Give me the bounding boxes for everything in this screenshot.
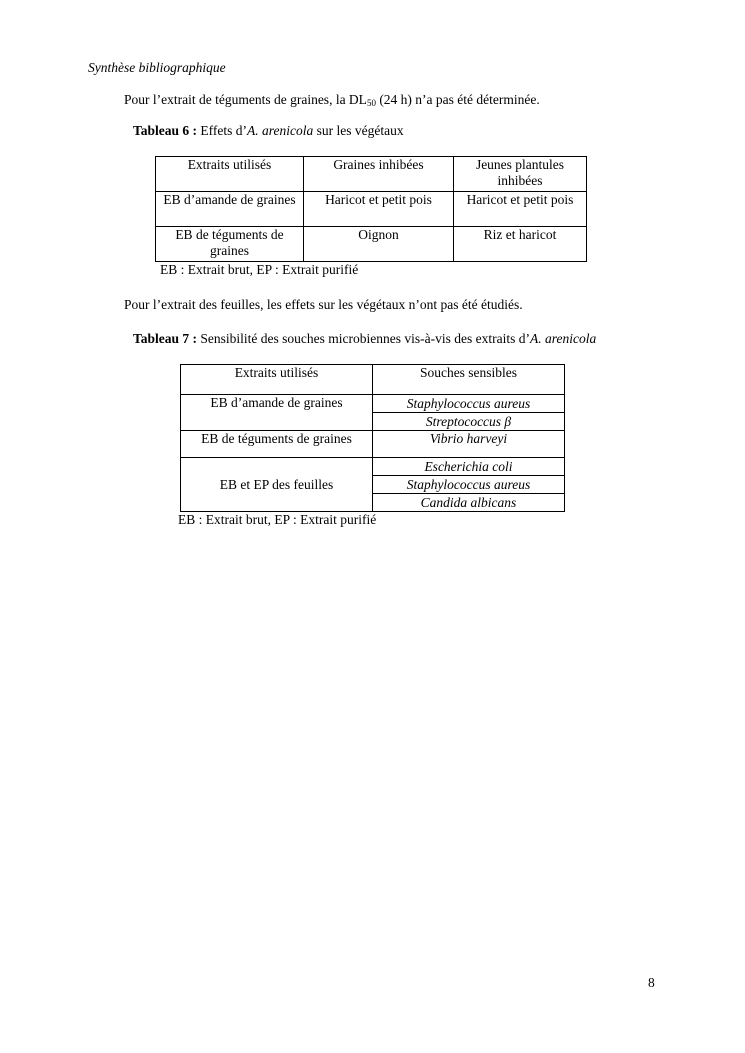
table7-extract-cell: EB et EP des feuilles [181, 458, 373, 512]
table7-extract-cell: EB d’amande de graines [181, 395, 373, 431]
table6-cell: EB d’amande de graines [156, 192, 304, 227]
table7-header-cell: Souches sensibles [373, 365, 565, 395]
table6-cell: Haricot et petit pois [304, 192, 454, 227]
paragraph-leaves: Pour l’extrait des feuilles, les effets sur les végétaux n’ont pas été étudiés. [124, 297, 523, 312]
table7-row [181, 458, 565, 476]
table6-header-cell: Extraits utilisés [156, 157, 304, 192]
table6-row [156, 192, 587, 227]
table6-caption-species: A. arenicola [247, 123, 314, 138]
table7 [180, 364, 565, 512]
table6-caption-post: sur les végétaux [313, 123, 404, 138]
table6-header-cell: Jeunes plantules inhibées [454, 157, 587, 192]
table7-caption-species: A. arenicola [529, 331, 597, 346]
table7-row [181, 431, 565, 458]
paragraph-ld50-after: (24 h) n’a pas été déterminée. [375, 92, 540, 107]
table6-cell: Oignon [304, 227, 454, 262]
table7-caption-pre: Sensibilité des souches microbiennes vis-à-vis des extraits d’ [197, 331, 530, 346]
ld50-subscript: 50 [366, 98, 376, 108]
table7-caption-label: Tableau 7 : [133, 331, 198, 346]
table7-strain-cell: Staphylococcus aureus [373, 395, 565, 413]
table7-strain-cell: Streptococcus β [373, 413, 565, 431]
table6-caption-pre: Effets d’ [197, 123, 248, 138]
table6-note: EB : Extrait brut, EP : Extrait purifié [160, 262, 359, 277]
table7-header-cell: Extraits utilisés [181, 365, 373, 395]
table7-strain-cell: Candida albicans [373, 494, 565, 512]
table6 [155, 156, 587, 262]
table7-extract-cell: EB de téguments de graines [181, 431, 373, 458]
table6-header-row [156, 157, 587, 192]
table7-strain-cell: Staphylococcus aureus [373, 476, 565, 494]
table6-row [156, 227, 587, 262]
page-number: 8 [648, 975, 655, 990]
table6-caption [133, 123, 404, 139]
table6-cell: Riz et haricot [454, 227, 587, 262]
table7-note: EB : Extrait brut, EP : Extrait purifié [178, 512, 377, 527]
table7-caption [133, 331, 596, 347]
table7-row [181, 395, 565, 413]
table6-caption-label: Tableau 6 : [133, 123, 198, 138]
table6-cell: EB de téguments de graines [156, 227, 304, 262]
table7-header-row [181, 365, 565, 395]
running-header: Synthèse bibliographique [88, 60, 226, 75]
paragraph-ld50-before: Pour l’extrait de téguments de graines, la DL [124, 92, 367, 107]
table6-cell: Haricot et petit pois [454, 192, 587, 227]
paragraph-ld50 [124, 92, 540, 108]
table7-strain-cell: Vibrio harveyi [373, 431, 565, 458]
table6-header-cell: Graines inhibées [304, 157, 454, 192]
table7-strain-cell: Escherichia coli [373, 458, 565, 476]
